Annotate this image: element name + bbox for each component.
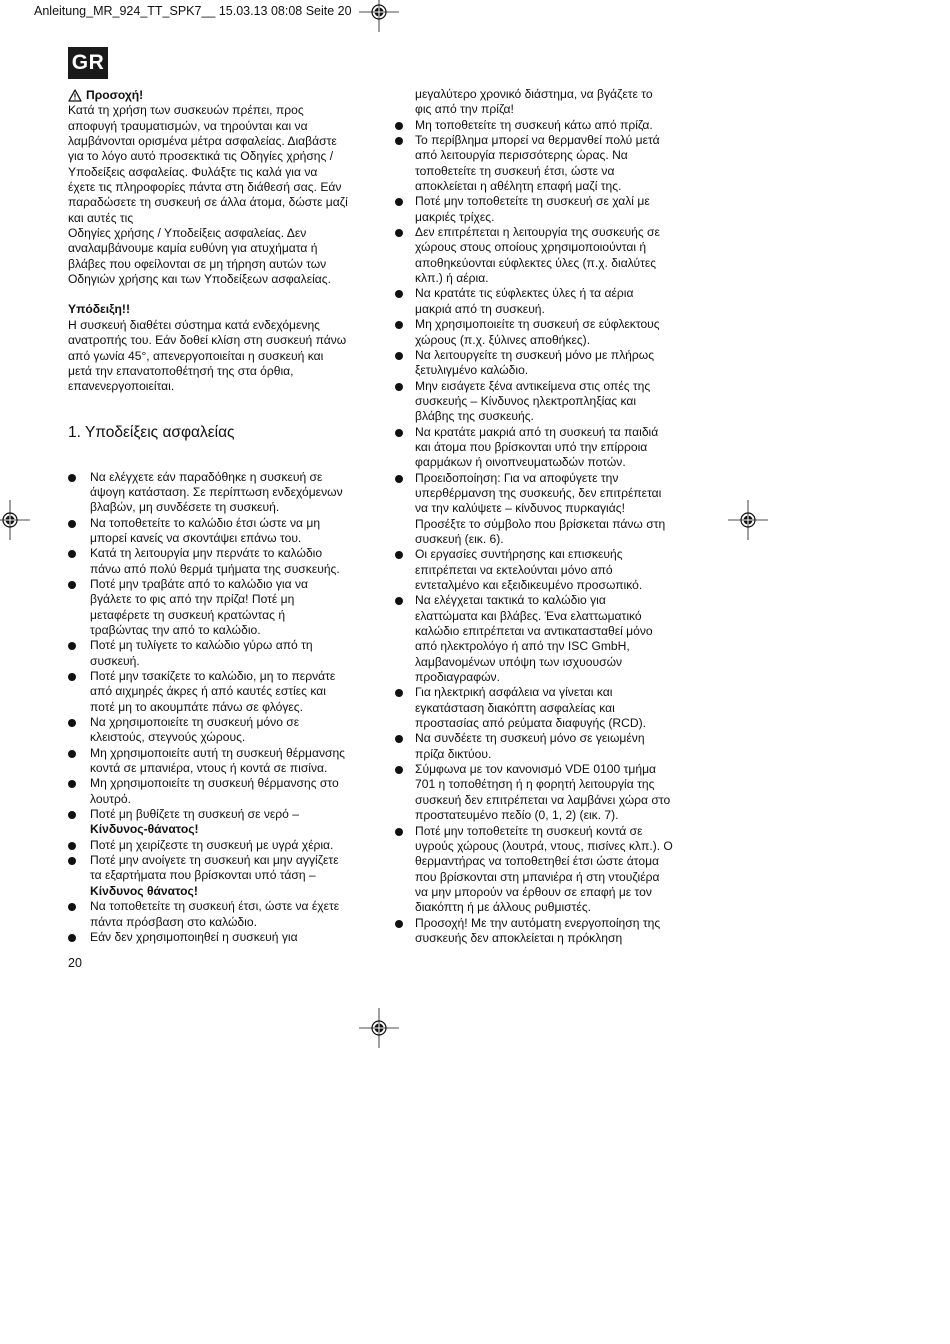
list-item-line: Για ηλεκτρική ασφάλεια να γίνεται και	[415, 685, 613, 700]
list-item	[395, 348, 695, 379]
list-item	[68, 715, 380, 746]
caution-heading	[68, 88, 380, 103]
list-item-line: Δεν επιτρέπεται η λειτουργία της συσκευής σε	[415, 225, 660, 240]
list-item-line: Ποτέ μη τυλίγετε το καλώδιο γύρω από τη	[90, 638, 313, 653]
list-item-line: να μην μπορούν να έρθουν σε επαφή με τον	[415, 884, 652, 899]
list-item-line: να την καλύψετε – κίνδυνος πυρκαγιάς!	[415, 501, 625, 516]
list-item-line: Εάν δεν χρησιμοποιηθεί η συσκευή για	[90, 929, 298, 944]
note-line: επανενεργοποιείται.	[68, 379, 175, 394]
list-item-line: κλπ.) ή αέρια.	[415, 271, 489, 286]
list-item-line: 701 η τοποθέτηση ή η φορητή λειτουργία της	[415, 777, 655, 792]
list-item	[395, 286, 695, 317]
list-item-line: από αιχμηρές άκρες ή από καυτές εστίες και	[90, 684, 326, 699]
list-item	[395, 194, 695, 225]
note-line: μετά την επανατοποθέτησή της στα όρθια,	[68, 363, 294, 378]
list-item-line: Να κρατάτε μακριά από τη συσκευή τα παιδιά	[415, 424, 659, 439]
list-item-line: Να ελέγχετε εάν παραδόθηκε η συσκευή σε	[90, 469, 323, 484]
list-item-line: αποκλείεται η αθέλητη επαφή μαζί της.	[415, 179, 622, 194]
list-item-line: Το περίβλημα μπορεί να θερμανθεί πολύ μετά	[415, 133, 660, 148]
list-item-line: τα εξαρτήματα που βρίσκονται υπό τάση –	[90, 868, 316, 883]
note-line: Η συσκευή διαθέτει σύστημα κατά ενδεχόμενης	[68, 317, 321, 332]
list-item	[395, 225, 695, 286]
list-item	[68, 638, 380, 669]
list-item	[68, 776, 380, 807]
list-item-line: Οι εργασίες συντήρησης και επισκευής	[415, 547, 623, 562]
caution-line: παραδώσετε τη συσκευή σε άλλα άτομα, δώστε μαζί	[68, 195, 348, 210]
list-item-line: Να κρατάτε τις εύφλεκτες ύλες ή τα αέρια	[415, 286, 634, 301]
list-item-line: Μη χρησιμοποιείτε τη συσκευή θέρμανσης στο	[90, 776, 339, 791]
list-item	[68, 546, 380, 577]
caution-line: Οδηγιών χρήσης και των Υποδείξεων ασφαλείας.	[68, 272, 331, 287]
list-item-line: εγκατάσταση διακόπτη ασφαλείας και	[415, 700, 615, 715]
caution-text	[68, 103, 380, 287]
list-item-line: χώρους (π.χ. ξύλινες αποθήκες).	[415, 332, 591, 347]
note-line: ανατροπής του. Εάν δοθεί κλίση στη συσκευή πάνω	[68, 333, 347, 348]
list-item-line: πάνω από πολύ θερμά τμήματα της συσκευής.	[90, 561, 340, 576]
language-badge: GR	[68, 47, 108, 79]
warning-triangle-icon	[68, 89, 82, 102]
list-item-line: υγρούς χώρους (λουτρά, ντους, πισίνες κλπ.). Ο	[415, 838, 673, 853]
caution-line: βλάβες που οφείλονται σε μη τήρηση αυτών των	[68, 256, 327, 271]
list-item-line: χώρους στους οποίους χρησιμοποιούνται ή	[415, 240, 647, 255]
list-item	[68, 669, 380, 715]
list-item-line: Να τοποθετείτε τη συσκευή έτσι, ώστε να έχετε	[90, 899, 340, 914]
list-item-line: πάντα πρόσβαση στο καλώδιο.	[90, 914, 257, 929]
list-item-line: λουτρό.	[90, 791, 131, 806]
list-item-line: καλώδιο επιτρέπεται να αντικατασταθεί μόνο	[415, 624, 653, 639]
list-item	[68, 577, 380, 638]
list-item	[395, 471, 695, 548]
list-item	[68, 516, 380, 547]
list-item-line: Ποτέ μην τοποθετείτε τη συσκευή σε χαλί με	[415, 194, 650, 209]
list-item-line: αποθηκεύονται εύφλεκτες ύλες (π.χ. διαλύτες	[415, 255, 657, 270]
list-item-line: από λειτουργία περισσότερης ώρας. Να	[415, 148, 628, 163]
list-item	[395, 133, 695, 194]
list-item-line: Να ελέγχεται τακτικά το καλώδιο για	[415, 593, 606, 608]
right-column	[395, 87, 695, 946]
list-item-line: συσκευής δεν αποκλείεται η πρόκληση	[415, 930, 623, 945]
list-item-line: και άτομα που βρίσκονται υπό την επίρροια	[415, 439, 648, 454]
list-item-line: ποτέ μη το ακουμπάτε πάνω σε φλόγες.	[90, 699, 303, 714]
list-item-line: βγάλετε το φις από την πρίζα! Ποτέ μη	[90, 592, 295, 607]
list-item-line: Ποτέ μην τσακίζετε το καλώδιο, μη το περνάτε	[90, 669, 336, 683]
list-item-line: Προσοχή! Με την αυτόματη ενεργοποίηση της	[415, 915, 661, 930]
list-item-line: από ηλεκτρολόγο ή από την ISC GmbH,	[415, 639, 630, 654]
list-item-line: Ποτέ μην τοποθετείτε τη συσκευή κοντά σε	[415, 823, 643, 838]
list-item-line: συσκευή δεν επιτρέπεται να λαμβάνει χώρα στο	[415, 792, 671, 807]
page-number: 20	[68, 956, 82, 970]
list-item-line: Μην εισάγετε ξένα αντικείμενα στις οπές της	[415, 378, 651, 393]
list-item	[395, 824, 695, 916]
list-item-line: ξετυλιγμένο καλώδιο.	[415, 363, 529, 378]
list-item-line: Ποτέ μην τραβάτε από το καλώδιο για να	[90, 576, 308, 591]
list-item	[395, 593, 695, 685]
caution-line: Υποδείξεις ασφαλείας. Φυλάξτε τις καλά για να	[68, 164, 318, 179]
list-item	[395, 425, 695, 471]
caution-title: Προσοχή!	[86, 88, 144, 102]
list-item-line: υπερθέρμανση της συσκευής, δεν επιτρέπεται	[415, 485, 662, 500]
list-item	[68, 838, 380, 853]
list-item-line: Να χρησιμοποιείτε τη συσκευή μόνο σε	[90, 715, 300, 730]
list-item	[395, 731, 695, 762]
list-item-line: μεταφέρετε τη συσκευή κρατώντας ή	[90, 607, 286, 622]
safety-list-right	[395, 118, 695, 947]
safety-list-left	[68, 470, 380, 946]
danger-warning: Κίνδυνος θάνατος!	[90, 883, 198, 898]
list-item-line: Μη τοποθετείτε τη συσκευή κάτω από πρίζα.	[415, 117, 653, 132]
list-item-line: τοποθετείτε τη συσκευή έτσι, ώστε να	[415, 163, 615, 178]
list-item-line: άψογη κατάσταση. Σε περίπτωση ενδεχόμενων	[90, 484, 343, 499]
registration-mark-icon	[357, 1006, 401, 1050]
registration-mark-icon	[0, 498, 32, 542]
list-item-line: Ποτέ μην ανοίγετε τη συσκευή και μην αγγίζετε	[90, 853, 339, 868]
caution-line: και αυτές τις	[68, 210, 134, 225]
list-item	[68, 470, 380, 516]
section-title: 1. Υποδείξεις ασφαλείας	[68, 423, 235, 441]
list-item-line: κλειστούς, στεγνούς χώρους.	[90, 730, 246, 745]
list-item-line: εντεταλμένο και εξειδικευμένο προσωπικό.	[415, 578, 643, 592]
list-item-line: πρίζα δικτύου.	[415, 746, 492, 761]
print-slug: Anleitung_MR_924_TT_SPK7__ 15.03.13 08:08 Seite 20	[34, 4, 352, 18]
list-item	[395, 118, 695, 133]
list-item-line: μακριές τρίχες.	[415, 209, 495, 224]
list-item-line: συσκευής – Κίνδυνος ηλεκτροπληξίας και	[415, 393, 637, 408]
list-item-line: Μη χρησιμοποιείτε τη συσκευή σε εύφλεκτους	[415, 317, 660, 332]
continued-text	[395, 87, 695, 118]
list-item	[68, 807, 380, 838]
list-item	[395, 916, 695, 947]
list-item-line: ελαττώματα και βλάβες. Ένα ελαττωματικό	[415, 608, 642, 623]
caution-line: λαμβάνονται ορισμένα μέτρα ασφαλείας. Διαβάστε	[68, 134, 337, 149]
danger-warning: Κίνδυνος-θάνατος!	[90, 822, 199, 837]
note-title: Υπόδειξη!!	[68, 302, 130, 317]
list-item	[395, 547, 695, 593]
list-item-line: Προσέξτε το σύμβολο που βρίσκεται πάνω στη	[415, 516, 666, 531]
list-item-line: διακόπτη ή με άλλους ρυθμιστές.	[415, 900, 592, 915]
list-item-line: μακριά από τη συσκευή.	[415, 301, 545, 316]
list-item-line: βλαβών, μη συνδέσετε τη συσκευή.	[90, 500, 280, 515]
list-item-line: Κατά τη λειτουργία μην περνάτε το καλώδιο	[90, 546, 323, 561]
registration-mark-icon	[726, 498, 770, 542]
list-item-line: βλάβης της συσκευής.	[415, 409, 534, 424]
list-item-line: μπορεί κανείς να σκοντάψει επάνω του.	[90, 530, 302, 545]
list-item-line: συσκευή (εικ. 6).	[415, 531, 504, 546]
list-item-line: Ποτέ μη βυθίζετε τη συσκευή σε νερό –	[90, 807, 299, 822]
caution-line: για το λόγο αυτό προσεκτικά τις Οδηγίες χρήσης /	[68, 149, 334, 164]
list-item-line: Να συνδέετε τη συσκευή μόνο σε γειωμένη	[415, 731, 645, 746]
list-item-line: Μη χρησιμοποιείτε αυτή τη συσκευή θέρμανσης	[90, 745, 346, 760]
continued-line: φις από την πρίζα!	[415, 102, 514, 117]
list-item	[68, 899, 380, 930]
list-item	[68, 853, 380, 899]
list-item	[395, 685, 695, 731]
continued-line: μεγαλύτερο χρονικό διάστημα, να βγάζετε το	[415, 87, 653, 101]
list-item-line: Να τοποθετείτε το καλώδιο έτσι ώστε να μη	[90, 515, 321, 530]
note-line: από γωνία 45°, απενεργοποιείται η συσκευή και	[68, 348, 324, 363]
list-item-line: που βρίσκονται στη μπανιέρα ή στη ντουζιέρα	[415, 869, 660, 884]
caution-line: αναλαμβάνουμε καμία ευθύνη για ατυχήματα ή	[68, 241, 318, 256]
list-item-line: Να λειτουργείτε τη συσκευή μόνο με πλήρως	[415, 347, 655, 362]
list-item-line: Προειδοποίηση: Για να αποφύγετε την	[415, 470, 619, 485]
list-item	[68, 746, 380, 777]
caution-line: Κατά τη χρήση των συσκευών πρέπει, προς	[68, 103, 304, 118]
list-item-line: κοντά σε μπανιέρα, ντους ή κοντά σε πισίνα.	[90, 761, 328, 776]
list-item-line: τραβώντας την από το καλώδιο.	[90, 622, 261, 637]
list-item	[395, 317, 695, 348]
registration-mark-icon	[357, 0, 401, 34]
list-item-line: προστατευμένο πεδίο (0, 1, 2) (εικ. 7).	[415, 808, 619, 823]
list-item-line: επιτρέπεται να εκτελούνται μόνο από	[415, 562, 613, 577]
caution-line: Οδηγίες χρήσης / Υποδείξεις ασφαλείας. Δεν	[68, 226, 307, 241]
caution-line: αποφυγή τραυματισμών, να τηρούνται και να	[68, 118, 308, 133]
list-item-line: συσκευή.	[90, 653, 140, 668]
list-item-line: φαρμάκων ή οινοπνευματωδών ποτών.	[415, 455, 626, 470]
list-item-line: λαμβανομένων υπόψη των ισχυουσών	[415, 654, 623, 669]
list-item-line: προδιαγραφών.	[415, 670, 500, 685]
list-item	[395, 379, 695, 425]
list-item	[68, 930, 380, 945]
caution-line: έχετε τις πληροφορίες πάντα στη διάθεσή σας. Εάν	[68, 180, 342, 195]
list-item-line: θερμαντήρας να τοποθετηθεί έτσι ώστε άτομα	[415, 854, 660, 869]
left-column	[68, 88, 380, 945]
list-item-line: Σύμφωνα με τον κανονισμό VDE 0100 τμήμα	[415, 762, 657, 777]
list-item-line: Ποτέ μη χειρίζεστε τη συσκευή με υγρά χέρια.	[90, 837, 334, 852]
list-item-line: προστασίας από ρεύματα διαφυγής (RCD).	[415, 716, 647, 731]
note-text	[68, 318, 380, 395]
list-item	[395, 762, 695, 823]
